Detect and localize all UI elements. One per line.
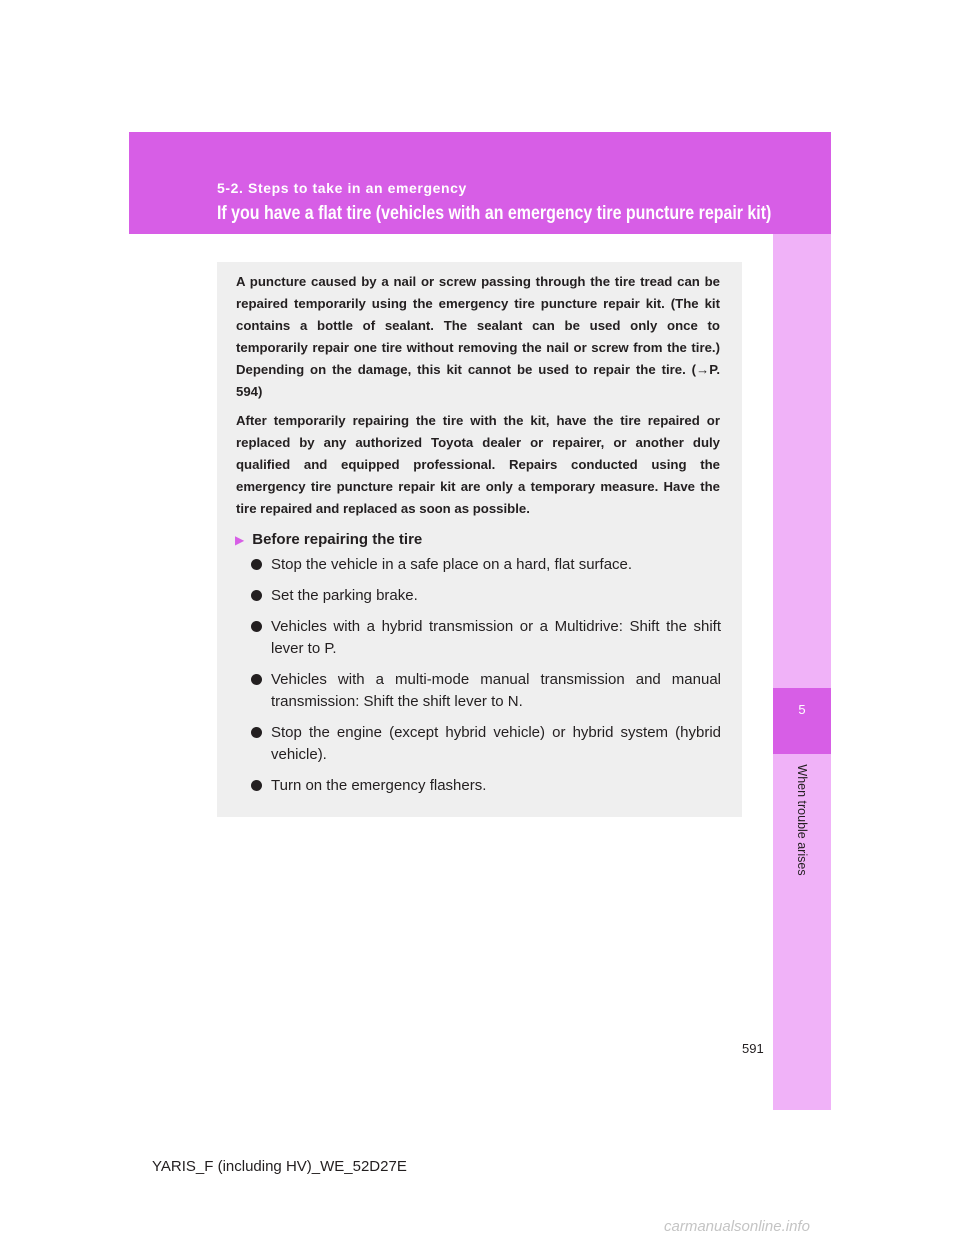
section-label: 5-2. Steps to take in an emergency xyxy=(217,180,467,196)
list-item-text: Vehicles with a hybrid transmission or a Multidrive: Shift the shift lever to P. xyxy=(271,618,721,657)
list-item-text: Stop the vehicle in a safe place on a hard, flat surface. xyxy=(271,556,633,573)
subheading-text: Before repairing the tire xyxy=(252,531,423,548)
intro-paragraph: After temporarily repairing the tire with the kit, have the tire repaired or replaced by any authorized Toyota dealer or repairer, or another duly qualified and equipped professional. Repairs conducted using the emergency tire puncture repair kit are only a temporary measure. Have the tire repaired and replaced as soon as possible. xyxy=(236,413,720,516)
intro-paragraph: A puncture caused by a nail or screw passing through the tire tread can be repaired temporarily using the emergency tire puncture repair kit. (The kit contains a bottle of sealant. The sealant can be used only once to temporarily repair one tire without removing the nail or screw from the tire.) Depending on the damage, this kit cannot be used to repair the tire. (→P. 594) xyxy=(236,274,720,399)
page-title: If you have a flat tire (vehicles with an emergency tire puncture repair kit) xyxy=(217,203,772,224)
section-header xyxy=(129,132,831,234)
chapter-tab[interactable] xyxy=(773,688,831,754)
bullet-dot-icon xyxy=(251,674,262,685)
bullet-dot-icon xyxy=(251,590,262,601)
side-strip xyxy=(773,234,831,1110)
list-item xyxy=(251,554,721,576)
bullet-dot-icon xyxy=(251,559,262,570)
list-item-text: Turn on the emergency flashers. xyxy=(271,777,487,794)
chapter-title: When trouble arises xyxy=(795,764,809,876)
watermark[interactable]: carmanualsonline.info xyxy=(664,1218,810,1235)
manual-code: YARIS_F (including HV)_WE_52D27E xyxy=(152,1158,407,1175)
chapter-number: 5 xyxy=(798,702,806,717)
list-item xyxy=(251,775,721,797)
triangle-bullet-icon: ▶ xyxy=(235,533,245,547)
content-box xyxy=(217,262,742,817)
bullet-dot-icon xyxy=(251,727,262,738)
list-item xyxy=(251,669,721,713)
page-number: 591 xyxy=(742,1041,764,1056)
list-item-text: Set the parking brake. xyxy=(271,587,418,604)
list-item xyxy=(251,722,721,766)
list-item-text: Vehicles with a multi-mode manual transmission and manual transmission: Shift the shift lever to N. xyxy=(271,671,721,710)
list-item xyxy=(251,616,721,660)
bullet-dot-icon xyxy=(251,780,262,791)
bullet-dot-icon xyxy=(251,621,262,632)
subheading xyxy=(235,531,422,548)
bullet-list xyxy=(251,554,721,806)
intro-text xyxy=(236,271,720,527)
list-item xyxy=(251,585,721,607)
list-item-text: Stop the engine (except hybrid vehicle) or hybrid system (hybrid vehicle). xyxy=(271,724,721,763)
